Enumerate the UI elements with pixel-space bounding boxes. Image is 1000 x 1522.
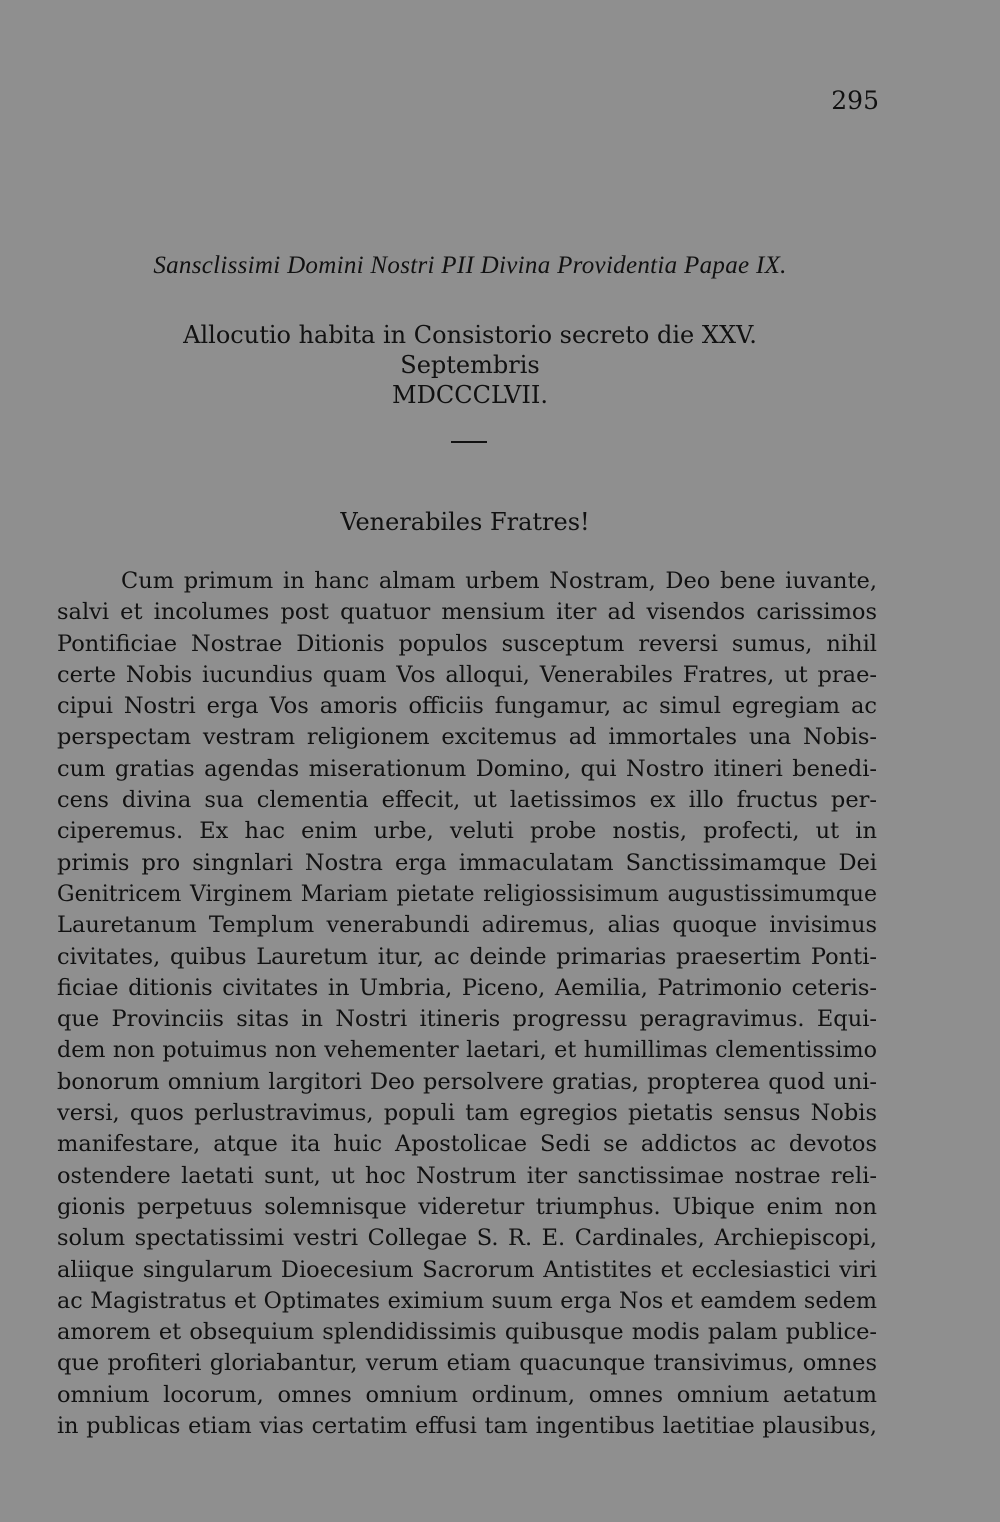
page-number: 295	[831, 86, 879, 115]
body-text	[57, 566, 877, 1442]
body-line: Lauretanum Templum venerabundi adiremus, alias quoque invisimus	[57, 912, 877, 939]
body-line: cipui Nostri erga Vos amoris officiis fungamur, ac simul egregiam ac	[57, 693, 877, 720]
body-line: que Provinciis sitas in Nostri itineris progressu peragravimus. Equi-	[57, 1006, 877, 1033]
body-line: dem non potuimus non vehementer laetari, et humillimas clementissimo	[57, 1037, 877, 1064]
salutation-text: Venerabiles Fratres!	[340, 508, 590, 536]
body-line: cens divina sua clementia effecit, ut laetissimos ex illo fructus per-	[57, 787, 877, 814]
body-line: ciperemus. Ex hac enim urbe, veluti probe nostis, profecti, ut in	[57, 818, 877, 845]
body-line: in publicas etiam vias certatim effusi tam ingentibus laetitiae plausibus,	[57, 1413, 877, 1440]
body-line: primis pro singnlari Nostra erga immaculatam Sanctissimamque Dei	[57, 849, 877, 876]
document-subtitle	[110, 320, 830, 410]
body-line: certe Nobis iucundius quam Vos alloqui, Venerabiles Fratres, ut prae-	[57, 661, 877, 688]
body-line: perspectam vestram religionem excitemus ad immortales una Nobis-	[57, 724, 877, 751]
body-line: Genitricem Virginem Mariam pietate religiossisimum augustissimumque	[57, 881, 877, 907]
body-line: civitates, quibus Lauretum itur, ac deinde primarias praesertim Ponti-	[57, 943, 877, 970]
body-line: ficiae ditionis civitates in Umbria, Piceno, Aemilia, Patrimonio ceteris-	[57, 974, 877, 1001]
body-line: manifestare, atque ita huic Apostolicae Sedi se addictos ac devotos	[57, 1131, 877, 1158]
body-line: solum spectatissimi vestri Collegae S. R. E. Cardinales, Archiepiscopi,	[57, 1225, 877, 1252]
section-divider	[451, 441, 487, 443]
subtitle-line-2: MDCCCLVII.	[392, 381, 548, 409]
body-line: bonorum omnium largitori Deo persolvere gratias, propterea quod uni-	[57, 1068, 877, 1095]
body-line: versi, quos perlustravimus, populi tam egregios pietatis sensus Nobis	[57, 1100, 877, 1127]
body-line: aliique singularum Dioecesium Sacrorum Antistites et ecclesiastici viri	[57, 1256, 877, 1283]
body-line: omnium locorum, omnes omnium ordinum, omnes omnium aetatum	[57, 1381, 877, 1408]
body-line: Cum primum in hanc almam urbem Nostram, Deo bene iuvante,	[121, 568, 877, 594]
body-line: ac Magistratus et Optimates eximium suum erga Nos et eamdem sedem	[57, 1287, 877, 1314]
document-title: Sansclissimi Domini Nostri PII Divina Providentia Papae IX.	[153, 252, 787, 279]
salutation	[0, 508, 800, 536]
body-line: Pontificiae Nostrae Ditionis populos susceptum reversi sumus, nihil	[57, 630, 877, 657]
subtitle-line-1: Allocutio habita in Consistorio secreto die XXV. Septembris	[183, 321, 757, 379]
body-line: que profiteri gloriabantur, verum etiam quacunque transivimus, omnes	[57, 1350, 877, 1377]
body-line: ostendere laetati sunt, ut hoc Nostrum iter sanctissimae nostrae reli-	[57, 1162, 877, 1189]
body-line: salvi et incolumes post quatuor mensium iter ad visendos carissimos	[57, 599, 877, 626]
body-line: cum gratias agendas miserationum Domino, qui Nostro itineri benedi-	[57, 755, 877, 782]
body-line: amorem et obsequium splendidissimis quibusque modis palam publice-	[57, 1319, 877, 1346]
body-line: gionis perpetuus solemnisque videretur triumphus. Ubique enim non	[57, 1193, 877, 1220]
